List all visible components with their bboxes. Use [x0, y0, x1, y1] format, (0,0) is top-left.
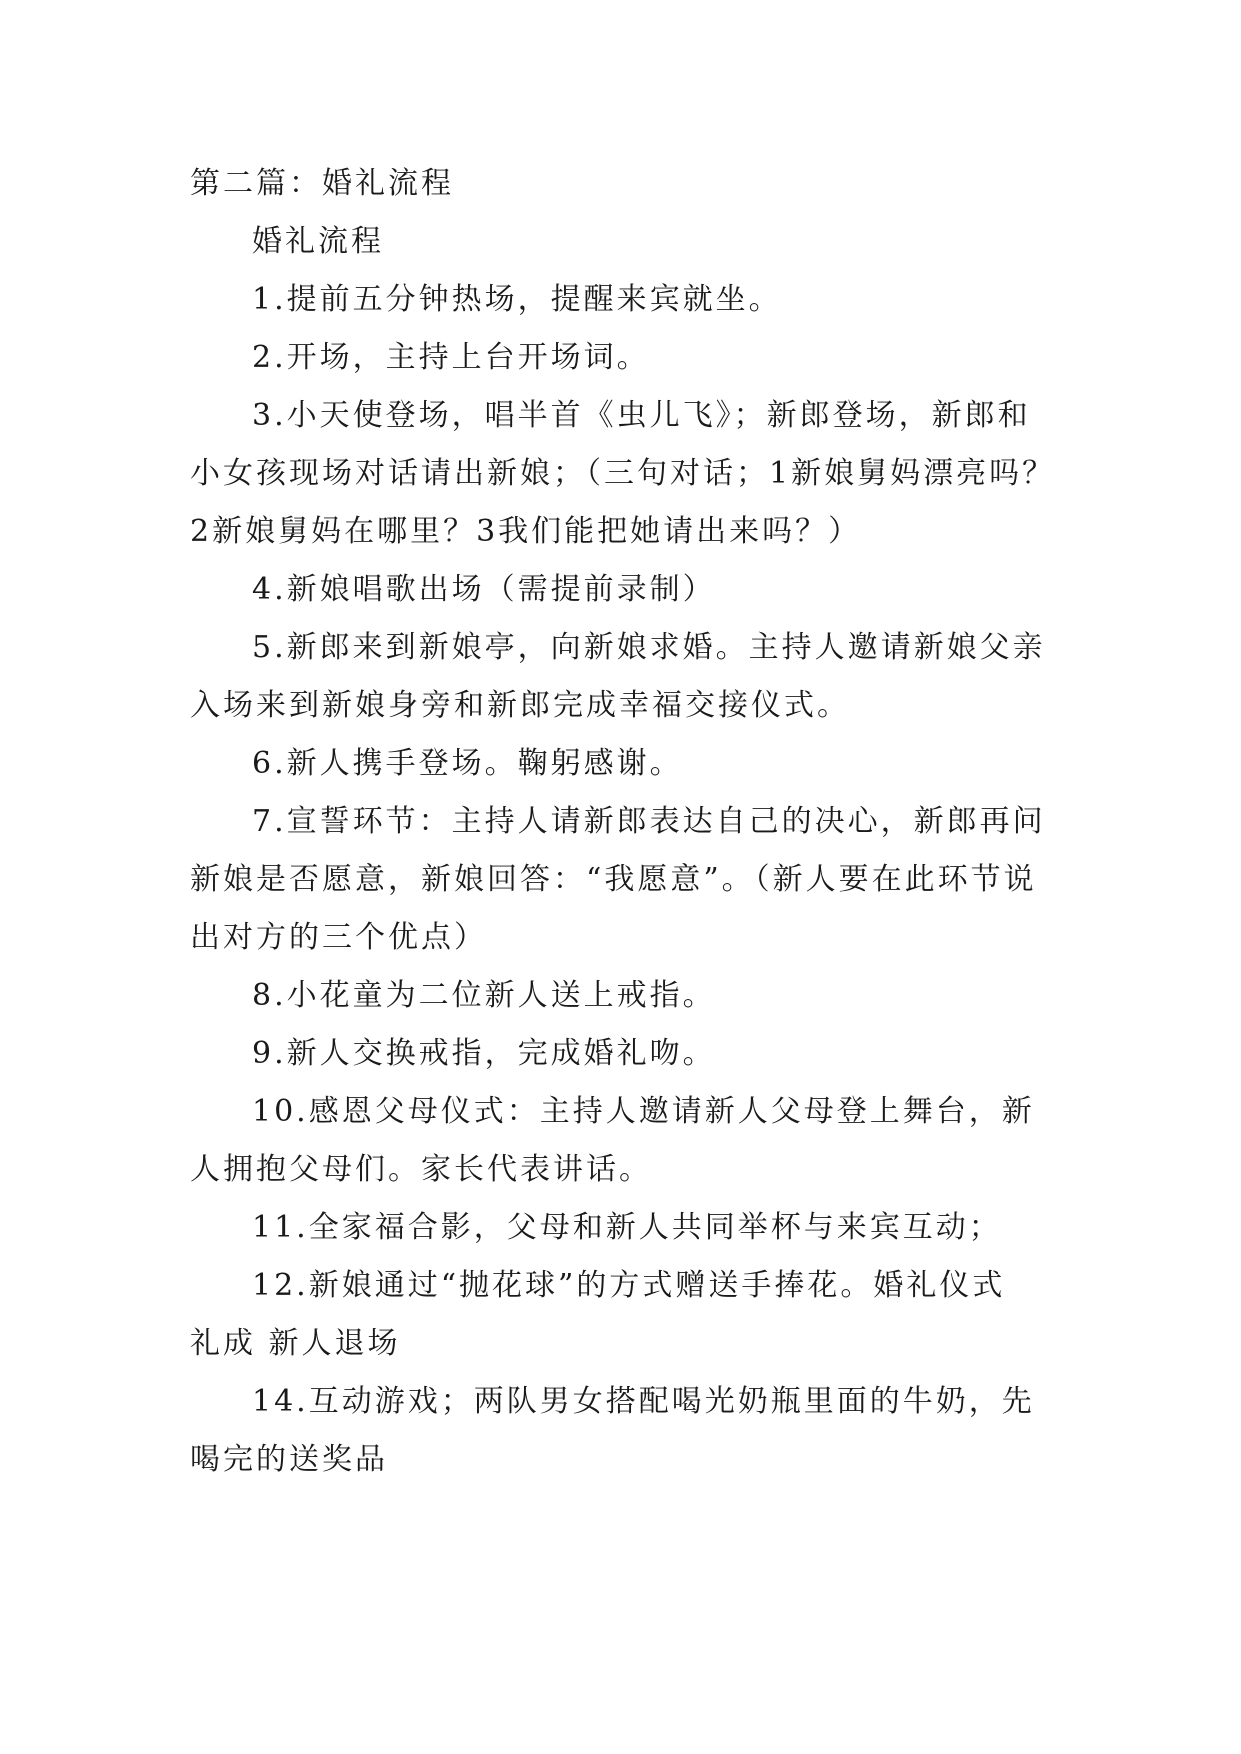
step-14-line-1: 14.互动游戏；两队男女搭配喝光奶瓶里面的牛奶，先 [252, 1384, 1035, 1419]
step-5-line-1: 5.新郎来到新娘亭，向新娘求婚。主持人邀请新娘父亲 [252, 630, 1046, 665]
document-body [190, 155, 1056, 1489]
step-5-line-2: 入场来到新娘身旁和新郎完成幸福交接仪式。 [190, 688, 850, 723]
step-11: 11.全家福合影，父母和新人共同举杯与来宾互动； [252, 1210, 1002, 1245]
step-4: 4.新娘唱歌出场（需提前录制） [252, 572, 716, 607]
step-2: 2.开场，主持上台开场词。 [252, 340, 650, 375]
step-3-line-2: 小女孩现场对话请出新娘；（三句对话；1新娘舅妈漂亮吗？ [190, 456, 1056, 491]
step-1: 1.提前五分钟热场，提醒来宾就坐。 [252, 282, 782, 317]
step-8: 8.小花童为二位新人送上戒指。 [252, 978, 716, 1013]
step-10-line-2: 人拥抱父母们。家长代表讲话。 [190, 1152, 652, 1187]
step-12-line-2: 礼成 新人退场 [190, 1326, 401, 1361]
step-7-line-1: 7.宣誓环节：主持人请新郎表达自己的决心，新郎再问 [252, 804, 1046, 839]
section-heading: 婚礼流程 [252, 224, 384, 259]
step-14-line-2: 喝完的送奖品 [190, 1442, 388, 1477]
step-3-line-3: 2新娘舅妈在哪里？3我们能把她请出来吗？） [190, 514, 862, 549]
chapter-title: 第二篇：婚礼流程 [190, 166, 454, 201]
step-7-line-3: 出对方的三个优点） [190, 920, 487, 955]
step-10-line-1: 10.感恩父母仪式：主持人邀请新人父母登上舞台，新 [252, 1094, 1035, 1129]
step-6: 6.新人携手登场。鞠躬感谢。 [252, 746, 683, 781]
step-9: 9.新人交换戒指，完成婚礼吻。 [252, 1036, 716, 1071]
step-7-line-2: 新娘是否愿意，新娘回答：“我愿意”。（新人要在此环节说 [190, 862, 1037, 897]
step-3-line-1: 3.小天使登场，唱半首《虫儿飞》；新郎登场，新郎和 [252, 398, 1031, 433]
step-12-line-1: 12.新娘通过“抛花球”的方式赠送手捧花。婚礼仪式 [252, 1268, 1006, 1303]
